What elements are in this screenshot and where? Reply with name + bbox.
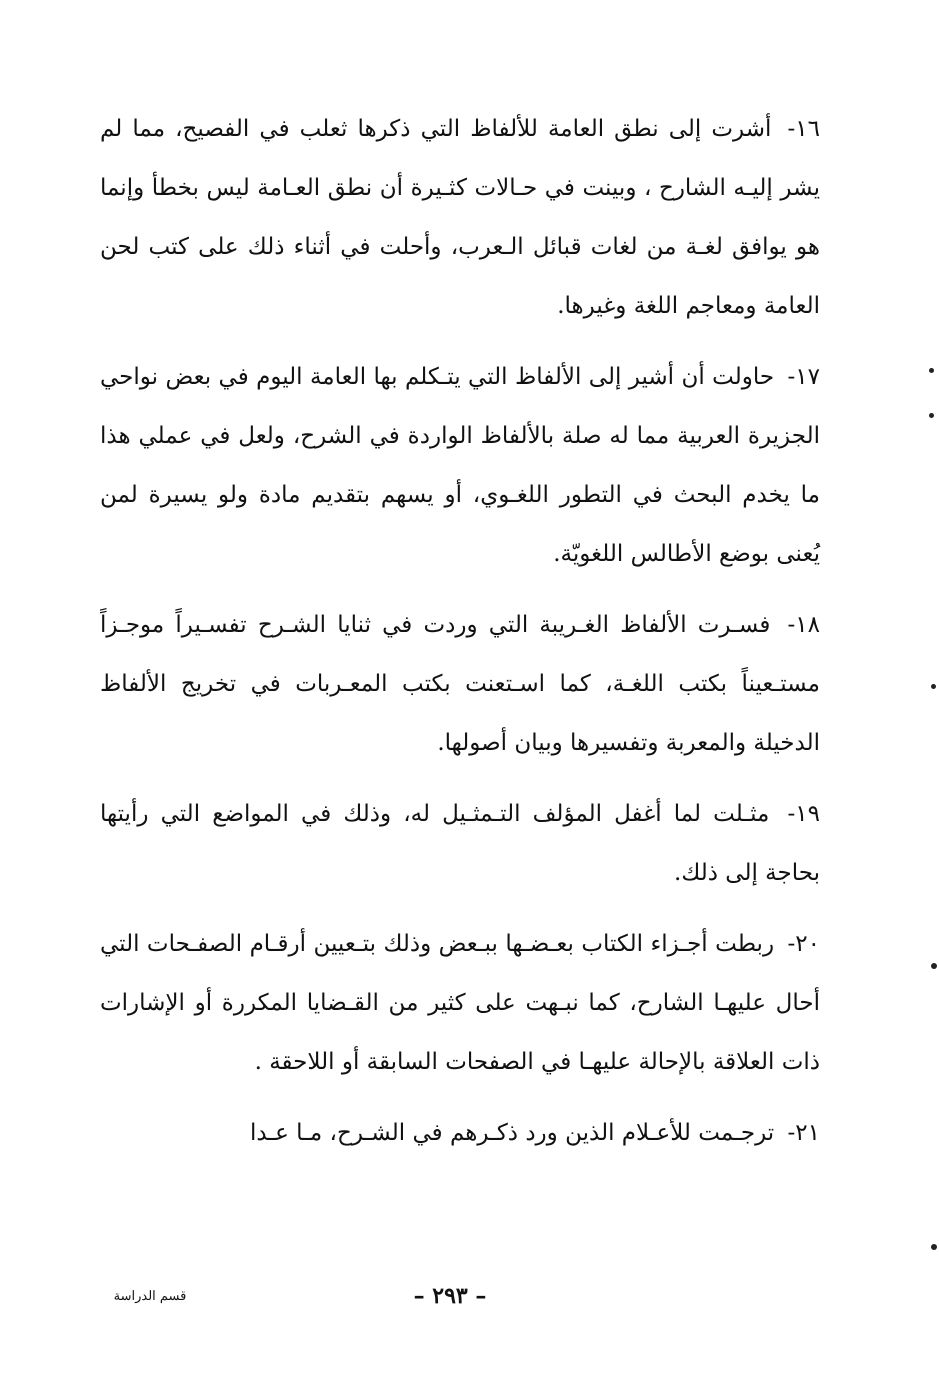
- page-number: – ٢٩٣ –: [413, 1283, 487, 1309]
- section-label: قسم الدراسة: [113, 1289, 187, 1304]
- paragraph-18: [100, 596, 820, 773]
- item-number: ١٦-: [787, 116, 821, 142]
- paragraph-text: مثـلت لما أغفل المؤلف التـمثـيل له، وذلك في المواضع التي رأيتها بحاجة إلى ذلك.: [100, 801, 820, 886]
- paragraph-16: [100, 100, 820, 336]
- scan-speck: [929, 413, 934, 418]
- paragraph-text: ربطت أجـزاء الكتاب بعـضـها ببـعض وذلك بتـعيين أرقـام الصفـحات التي أحال عليهـا الشارح، كما نبـهت على كثير من القـضايا المكررة أو الإشارات ذات العلاقة بالإحالة عليهـا في الصفحات السابقة أو اللاحقة .: [100, 931, 820, 1075]
- paragraph-text: فسـرت الألفاظ الغـريبة التي وردت في ثنايا الشـرح تفسـيراً موجـزاً مستـعيناً بكتب اللغـة، كما اسـتعنت بكتب المعـربات في تخريج الألفاظ الدخيلة والمعربة وتفسيرها وبيان أصولها.: [100, 612, 820, 756]
- item-number: ٢٠-: [787, 931, 820, 957]
- page-footer: [0, 1283, 939, 1313]
- item-number: ١٨-: [787, 612, 821, 638]
- paragraph-text: حاولت أن أشير إلى الألفاظ التي يتـكلم بها العامة اليوم في بعض نواحي الجزيرة العربية مما له صلة بالألفاظ الواردة في الشرح، ولعل في عملي هذا ما يخدم البحث في التطور اللغـوي، أو يسهم بتقديم مادة ولو يسيرة لمن يُعنى بوضع الأطالس اللغويّة.: [100, 364, 820, 567]
- scan-speck: [929, 368, 934, 373]
- item-number: ١٧-: [787, 364, 820, 390]
- paragraph-text: ترجـمت للأعـلام الذين ورد ذكـرهم في الشـرح، مـا عـدا: [249, 1120, 775, 1146]
- scan-speck: [931, 963, 937, 969]
- body-text: [100, 100, 820, 1175]
- paragraph-21: [100, 1104, 820, 1163]
- scan-speck: [931, 1244, 937, 1250]
- paragraph-text: أشرت إلى نطق العامة للألفاظ التي ذكرها ثعلب في الفصيح، مما لم يشر إليـه الشارح ، وبينت في حـالات كثـيرة أن نطق العـامة ليس بخطأ وإنما هو يوافق لغـة من لغات قبائل الـعرب، وأحلت في أثناء ذلك على كتب لحن العامة ومعاجم اللغة وغيرها.: [100, 116, 820, 319]
- paragraph-19: [100, 785, 820, 903]
- paragraph-17: [100, 348, 820, 584]
- paragraph-20: [100, 915, 820, 1092]
- scan-speck: [931, 684, 936, 689]
- item-number: ٢١-: [787, 1120, 820, 1146]
- item-number: ١٩-: [787, 801, 820, 827]
